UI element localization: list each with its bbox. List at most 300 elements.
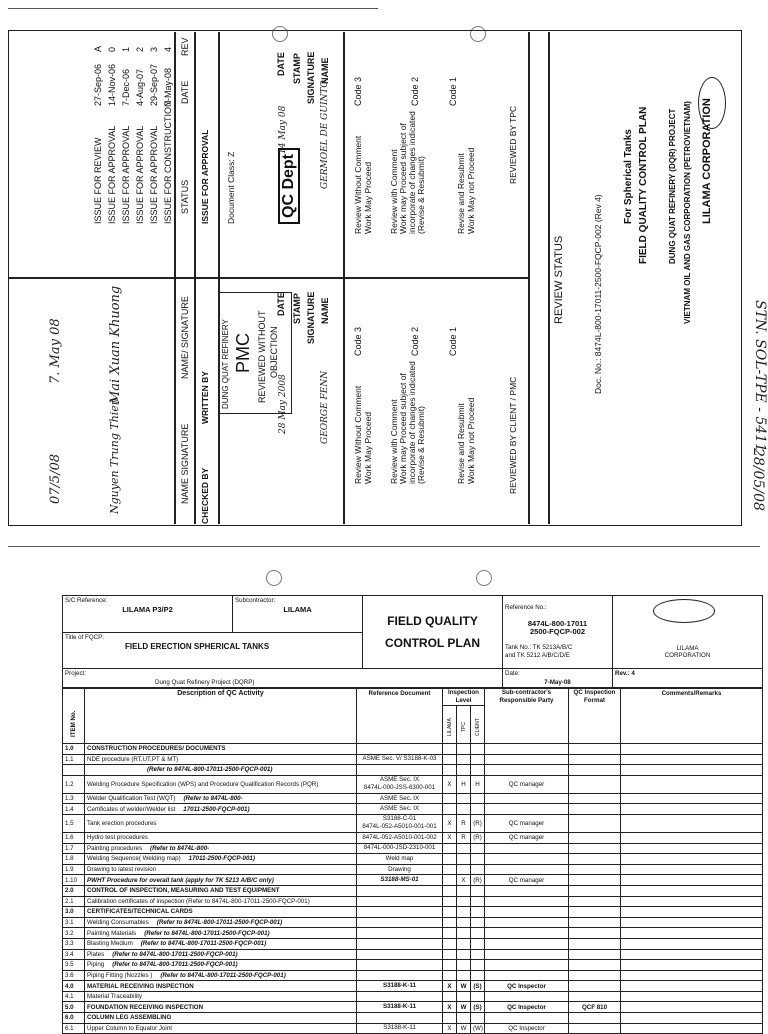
col-client <box>471 706 485 744</box>
remarks-cell <box>621 949 763 960</box>
description-reference: (Refer to 8474L-800- <box>150 844 210 852</box>
client-cell <box>471 1013 485 1024</box>
tank-no: Tank No.: TK 5213A/B/C and TK 5212 A/B/C/D/E <box>505 644 573 659</box>
plan-subtitle: For Spherical Tanks <box>623 129 634 224</box>
lilama-cell <box>443 970 457 981</box>
remarks-cell <box>621 928 763 939</box>
remarks-cell <box>621 814 763 832</box>
tpc-signature-label: SIGNATURE <box>306 51 316 104</box>
table-row <box>63 793 763 804</box>
reference-cell: S3188-K-11 <box>357 1023 443 1034</box>
item-no-cell: 4.0 <box>63 981 85 992</box>
qc-dept-stamp: QC Dept <box>278 148 300 224</box>
lilama-cell: X <box>443 981 457 992</box>
description-text: CONSTRUCTION PROCEDURES/ DOCUMENTS <box>87 745 226 753</box>
revision-rev: 1 <box>121 46 131 52</box>
lilama-cell <box>443 907 457 918</box>
description-text: FOUNDATION RECEIVING INSPECTION <box>87 1003 204 1011</box>
remarks-cell <box>621 896 763 907</box>
client-header: CLIENT <box>475 718 481 737</box>
col-date: DATE <box>180 80 190 104</box>
lilama-cell <box>443 896 457 907</box>
tpc-cell: R <box>457 832 471 843</box>
title-cell <box>363 596 503 669</box>
description-cell <box>85 814 357 832</box>
divider <box>548 32 550 524</box>
reference-cell: ASME Sec. IX <box>357 793 443 804</box>
format-cell <box>569 744 621 755</box>
tpc-cell: W <box>457 1023 471 1034</box>
reference-cell: 8474L-052-A5010-001-002 <box>357 832 443 843</box>
lilama-cell: X <box>443 1023 457 1034</box>
reference-cell: S3188-MS-01 <box>357 875 443 886</box>
tpc-cell <box>457 949 471 960</box>
remarks-cell <box>621 1013 763 1024</box>
item-no-cell: 2.1 <box>63 896 85 907</box>
responsible-cell: QC manager <box>485 814 569 832</box>
page-edge-line <box>8 8 378 9</box>
description-cell <box>85 754 357 765</box>
table-row <box>63 832 763 843</box>
description-text: Material Traceability <box>87 993 143 1001</box>
responsible-cell: QC Inspector <box>485 981 569 992</box>
item-no-cell: 1.3 <box>63 793 85 804</box>
sc-reference: LILAMA P3/P2 <box>122 605 173 614</box>
lilama-cell <box>443 843 457 854</box>
tpc-code1: Code 1 <box>448 76 458 106</box>
description-cell <box>85 854 357 865</box>
divider <box>8 277 530 279</box>
item-no-cell: 1.1 <box>63 754 85 765</box>
responsible-cell <box>485 754 569 765</box>
client-code3-text: Review Without Comment Work May Proceed <box>353 385 373 484</box>
remarks-cell <box>621 1023 763 1034</box>
responsible-cell <box>485 843 569 854</box>
remarks-cell <box>621 981 763 992</box>
tpc-cell <box>457 793 471 804</box>
item-no-cell: 2.0 <box>63 885 85 896</box>
project-label: Project: <box>65 670 86 677</box>
client-signature-label: SIGNATURE <box>306 291 316 344</box>
revision-rev: 3 <box>149 46 159 52</box>
reference-cell <box>357 960 443 971</box>
format-cell <box>569 885 621 896</box>
lilama-header: LILAMA <box>447 718 453 737</box>
description-text: Upper Column to Equator Joint <box>87 1024 172 1032</box>
tpc-cell: X <box>457 875 471 886</box>
remarks-cell <box>621 854 763 865</box>
format-cell <box>569 775 621 793</box>
tpc-cell: W <box>457 1002 471 1013</box>
responsible-cell <box>485 938 569 949</box>
table-row <box>63 854 763 865</box>
client-cell: H <box>471 775 485 793</box>
responsible-cell <box>485 804 569 815</box>
item-no-cell: 3.0 <box>63 907 85 918</box>
client-code1: Code 1 <box>448 326 458 356</box>
client-code1-text: Revise and Resubmit Work May not Proceed <box>456 397 476 484</box>
item-no-cell: 1.5 <box>63 814 85 832</box>
description-cell <box>85 949 357 960</box>
date: 7-May-08 <box>544 679 571 686</box>
remarks-cell <box>621 843 763 854</box>
revision-date: 14-Nov-06 <box>107 63 117 106</box>
remarks-cell <box>621 1002 763 1013</box>
description-cell <box>85 1013 357 1024</box>
pmc-stamp <box>218 292 292 414</box>
reference-no-label: Reference No.: <box>505 604 547 611</box>
responsible-cell <box>485 960 569 971</box>
responsible-cell <box>485 1013 569 1024</box>
table-row <box>63 949 763 960</box>
description-text: MATERIAL RECEIVING INSPECTION <box>87 982 194 990</box>
tpc-cell: R <box>457 814 471 832</box>
format-cell <box>569 981 621 992</box>
format-cell <box>569 907 621 918</box>
format-cell <box>569 938 621 949</box>
table-row <box>63 775 763 793</box>
pmc-stamp-footer: DUNG QUAT REFINERY <box>221 319 230 409</box>
client-cell <box>471 793 485 804</box>
lilama-cell: X <box>443 1002 457 1013</box>
reference-cell <box>357 744 443 755</box>
responsible-header: Sub-contractor's Responsible Party <box>485 689 569 744</box>
client-cell: (W) <box>471 1023 485 1034</box>
table-row <box>63 754 763 765</box>
plan-rows <box>63 744 763 1034</box>
responsible-cell <box>485 928 569 939</box>
responsible-cell <box>485 864 569 875</box>
client-cell <box>471 765 485 776</box>
client-cell <box>471 970 485 981</box>
table-row <box>63 1023 763 1034</box>
col-item-no <box>63 689 85 744</box>
checker-signature: Nguyen Trung Thien <box>108 398 121 514</box>
description-reference: 17011-2500-FQCP-001) <box>183 805 250 813</box>
tpc-name-label: NAME <box>320 57 330 84</box>
item-no-cell: 4.1 <box>63 991 85 1002</box>
description-text: Blasting Medium <box>87 940 133 948</box>
responsible-cell: QC Inspector <box>485 1002 569 1013</box>
tpc-cell <box>457 804 471 815</box>
reference-cell: S3188-C-01 8474L-052-A5010-001-001 <box>357 814 443 832</box>
table-row <box>63 1013 763 1024</box>
rev-cell <box>613 669 763 688</box>
table-row <box>63 981 763 992</box>
description-cell <box>85 885 357 896</box>
description-cell <box>85 896 357 907</box>
remarks-cell <box>621 875 763 886</box>
client-cell <box>471 896 485 907</box>
description-cell <box>85 775 357 793</box>
title-of-fqcp-label: Title of FQCP: <box>65 633 104 641</box>
checked-by: CHECKED BY <box>200 467 210 524</box>
pmc-stamp-line1: REVIEWED WITHOUT <box>257 310 267 403</box>
description-text: (Refer to 8474L-800-17011-2500-FQCP-001) <box>147 766 273 774</box>
item-no-cell: 5.0 <box>63 1002 85 1013</box>
remarks-cell <box>621 907 763 918</box>
item-no-cell: 1.6 <box>63 832 85 843</box>
remarks-cell <box>621 793 763 804</box>
description-reference: (Refer to 8474L-800-17011-2500-FQCP-001) <box>156 919 283 927</box>
revision-date: 29-Sep-07 <box>149 63 159 106</box>
lilama-cell <box>443 854 457 865</box>
description-text: NDE procedure (RT,UT,PT & MT) <box>87 755 179 763</box>
revision-rev: 0 <box>107 46 117 52</box>
reference-cell: ASME Sec. IX 8474L-000-JSS-6300-001 <box>357 775 443 793</box>
description-cell <box>85 864 357 875</box>
reference-cell <box>357 1013 443 1024</box>
responsible-cell <box>485 907 569 918</box>
description-text: Piping Fitting (Nozzles ) <box>87 971 153 979</box>
tpc-cell <box>457 854 471 865</box>
revision-status: ISSUE FOR APPROVAL <box>121 125 131 224</box>
format-cell <box>569 854 621 865</box>
handwritten-date: 28/05/08 <box>750 448 766 511</box>
title-of-fqcp: FIELD ERECTION SPHERICAL TANKS <box>125 641 270 651</box>
remarks-cell <box>621 885 763 896</box>
client-cell <box>471 843 485 854</box>
reference-cell <box>357 970 443 981</box>
reference-cell <box>357 917 443 928</box>
lilama-cell <box>443 917 457 928</box>
client-cell <box>471 991 485 1002</box>
item-no-cell: 1.2 <box>63 775 85 793</box>
table-row <box>63 843 763 854</box>
review-status-label: REVIEW STATUS <box>553 235 565 324</box>
tpc-name: GERMOEL DE GUINTO <box>320 80 330 189</box>
format-cell <box>569 960 621 971</box>
lilama-logo-icon <box>653 599 715 623</box>
tpc-code2-text: Review with Comment Work may Proceed subject of incorporate of changes indicated (Revise & Resubmit) <box>389 111 426 234</box>
pmc-stamp-line2: OBJECTION <box>269 326 279 378</box>
responsible-cell <box>485 917 569 928</box>
responsible-cell: QC manager <box>485 775 569 793</box>
format-cell <box>569 991 621 1002</box>
subcontractor: LILAMA <box>283 605 312 614</box>
rev-label: Rev.: 4 <box>615 670 635 677</box>
reference-cell: 8474L-000-JSD-2310-001 <box>357 843 443 854</box>
description-cell <box>85 981 357 992</box>
revision-date: 27-Sep-06 <box>93 63 103 106</box>
format-cell <box>569 864 621 875</box>
lilama-cell <box>443 875 457 886</box>
punch-hole-icon <box>476 570 492 586</box>
project-cell <box>63 669 503 688</box>
format-cell <box>569 832 621 843</box>
description-cell <box>85 917 357 928</box>
description-reference: (Refer to 8474L-800-17011-2500-FQCP-001) <box>140 940 267 948</box>
description-text: Painting procedures <box>87 844 143 852</box>
format-cell <box>569 875 621 886</box>
lilama-cell <box>443 928 457 939</box>
responsible-cell <box>485 854 569 865</box>
description-cell <box>85 928 357 939</box>
responsible-cell <box>485 970 569 981</box>
sc-reference-label: S/C Reference: <box>65 597 108 604</box>
remarks-header: Comments/Remarks <box>621 689 763 744</box>
revision-rev: 2 <box>135 46 145 52</box>
tpc-cell <box>457 917 471 928</box>
client-code2: Code 2 <box>410 326 420 356</box>
tpc-cell <box>457 960 471 971</box>
date-cell <box>503 669 613 688</box>
client-cell <box>471 960 485 971</box>
responsible-cell: QC Inspector <box>485 1023 569 1034</box>
tpc-cell <box>457 991 471 1002</box>
reviewed-by-tpc: REVIEWED BY TPC <box>508 105 518 184</box>
tpc-code2: Code 2 <box>410 76 420 106</box>
lilama-cell <box>443 765 457 776</box>
table-row <box>63 765 763 776</box>
remarks-cell <box>621 970 763 981</box>
tpc-cell <box>457 754 471 765</box>
handwritten-reference: STN. SOL-TPE - 5411 <box>752 300 768 453</box>
description-text: Painting Materials <box>87 929 137 937</box>
lilama-cell <box>443 991 457 1002</box>
responsible-cell <box>485 744 569 755</box>
item-no-cell: 3.6 <box>63 970 85 981</box>
description-text: Welding Sequence( Welding map) <box>87 855 181 863</box>
client-cell <box>471 928 485 939</box>
divider <box>343 32 345 524</box>
format-cell <box>569 765 621 776</box>
reference-cell: ASME Sec. IX <box>357 804 443 815</box>
table-row <box>63 970 763 981</box>
col-rev: REV <box>180 37 190 56</box>
divider <box>194 32 196 524</box>
tpc-cell: H <box>457 775 471 793</box>
client-code3: Code 3 <box>353 326 363 356</box>
table-row <box>63 960 763 971</box>
description-header: Description of QC Activity <box>85 689 357 744</box>
client-cell <box>471 938 485 949</box>
revision-status: ISSUE FOR APPROVAL <box>135 125 145 224</box>
lilama-cell <box>443 754 457 765</box>
tpc-code1-text: Revise and Resubmit Work May not Proceed <box>456 147 476 234</box>
tpc-cell <box>457 928 471 939</box>
client-code2-text: Review with Comment Work may Proceed subject of incorporate of changes indicated (Revise & Resubmit) <box>389 361 426 484</box>
description-text: Welding Procedure Specification (WPS) and Procedure Qualification Records (PQR) <box>87 780 319 788</box>
item-no-cell: 1.10 <box>63 875 85 886</box>
tpc-cell <box>457 938 471 949</box>
tpc-header: TPC <box>461 722 467 733</box>
description-cell <box>85 765 357 776</box>
description-cell <box>85 843 357 854</box>
company-name: LILAMA CORPORATION <box>701 98 713 224</box>
divider <box>174 32 176 524</box>
description-reference: 17011-2500-FQCP-001) <box>188 855 255 863</box>
remarks-cell <box>621 832 763 843</box>
reference-cell: Drawing <box>357 864 443 875</box>
plan-items-table <box>62 688 763 1034</box>
doc-number: Doc. No.: 8474L-800-17011-2500-FQCP-002 (Rev 4) <box>593 194 603 394</box>
responsible-cell <box>485 949 569 960</box>
col-lilama <box>443 706 457 744</box>
client-stamp-label: STAMP <box>292 293 302 324</box>
remarks-cell <box>621 864 763 875</box>
written-by: WRITTEN BY <box>200 371 210 424</box>
item-no-cell: 3.5 <box>63 960 85 971</box>
client-cell: (R) <box>471 832 485 843</box>
divider <box>218 32 220 524</box>
description-text: CONTROL OF INSPECTION, MEASURING AND TEST EQUIPMENT <box>87 887 280 895</box>
lilama-cell <box>443 744 457 755</box>
item-no-cell: 3.4 <box>63 949 85 960</box>
revision-status: ISSUE FOR REVIEW <box>93 137 103 224</box>
pmc-name: GEORGE FENN <box>320 370 330 444</box>
reviewed-by-client: REVIEWED BY CLIENT / PMC <box>508 376 518 494</box>
col-name-signature-checked: NAME SIGNATURE <box>180 423 190 504</box>
inspection-header: Inspection Level <box>443 689 485 706</box>
client-cell: (R) <box>471 814 485 832</box>
reference-cell <box>357 885 443 896</box>
tpc-cell <box>457 970 471 981</box>
reference-cell <box>357 907 443 918</box>
item-no-cell: 1.7 <box>63 843 85 854</box>
reference-cell <box>357 896 443 907</box>
cover-rotated-content <box>8 34 738 524</box>
revision-rev: A <box>93 45 103 52</box>
pmc-date: 28 May 2008 <box>278 374 288 434</box>
client-cell <box>471 754 485 765</box>
description-reference: (Refer to 8474L-800-17011-2500-FQCP-001) <box>112 961 238 969</box>
client-cell <box>471 864 485 875</box>
page-separator <box>8 546 760 547</box>
logo-company: LILAMA CORPORATION <box>664 645 711 659</box>
description-text: Piping <box>87 961 105 969</box>
client-name-label: NAME <box>320 297 330 324</box>
reference-header: Reference Document <box>357 689 443 744</box>
reference-no: 8474L-800-17011 2500-FQCP-002 <box>527 619 588 636</box>
col-name-signature: NAME/ SIGNATURE <box>180 296 190 379</box>
client-cell: (R) <box>471 875 485 886</box>
tpc-date-label: DATE <box>276 52 286 76</box>
table-row <box>63 804 763 815</box>
plan-title: FIELD QUALITY CONTROL PLAN <box>638 106 649 264</box>
tpc-cell <box>457 885 471 896</box>
reference-cell <box>357 765 443 776</box>
description-cell <box>85 875 357 886</box>
pmc-stamp-title: PMC <box>233 333 253 373</box>
description-text: Welder Qualification Test (WQT) <box>87 795 176 803</box>
description-text: Tank erection procedures <box>87 819 157 827</box>
table-row <box>63 896 763 907</box>
client-cell <box>471 885 485 896</box>
remarks-cell <box>621 938 763 949</box>
checker-date: 07/5/08 <box>48 453 63 504</box>
plan-title-line2: CONTROL PLAN <box>384 636 481 650</box>
format-header: QC Inspection Format <box>569 689 621 744</box>
description-reference: (Refer to 8474L-800- <box>183 795 243 803</box>
item-no-cell: 3.3 <box>63 938 85 949</box>
item-no-cell: 6.1 <box>63 1023 85 1034</box>
table-row <box>63 875 763 886</box>
remarks-cell <box>621 991 763 1002</box>
description-text: PWHT Procedure for overall tank (apply for TK 5213 A/B/C only) <box>87 876 274 884</box>
responsible-cell: QC manager <box>485 875 569 886</box>
reference-cell: ASME Sec. V/ S3188-K-03 <box>357 754 443 765</box>
lilama-cell: X <box>443 832 457 843</box>
remarks-cell <box>621 744 763 755</box>
revision-status: ISSUE FOR APPROVAL <box>107 125 117 224</box>
tpc-cell <box>457 744 471 755</box>
remarks-cell <box>621 917 763 928</box>
table-row <box>63 744 763 755</box>
item-no-cell: 1.8 <box>63 854 85 865</box>
lilama-cell <box>443 804 457 815</box>
item-no-cell: 1.0 <box>63 744 85 755</box>
